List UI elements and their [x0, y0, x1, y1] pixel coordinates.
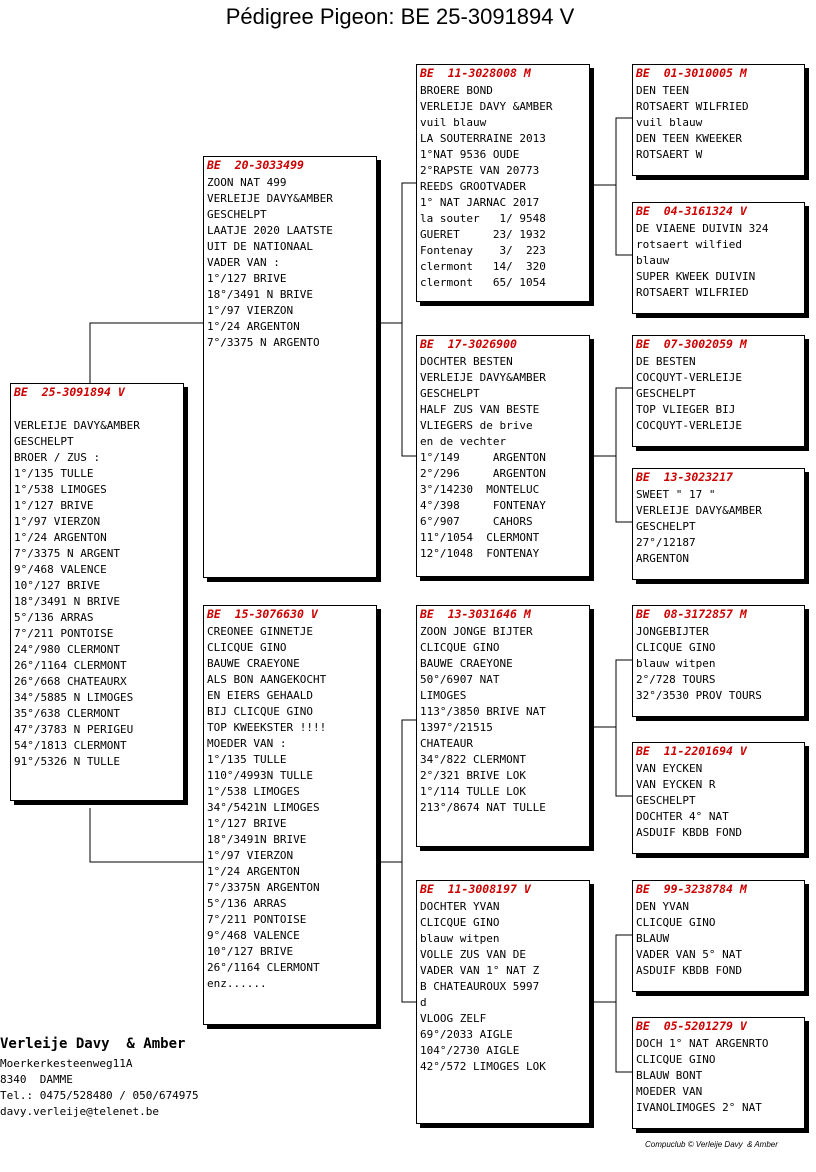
detail-line: blauw witpen — [420, 932, 500, 945]
detail-line: 27°/12187 — [636, 536, 696, 549]
detail-line: clermont 14/ 320 — [420, 260, 546, 273]
detail-line: 1°/127 BRIVE — [207, 272, 287, 285]
detail-line: 35°/638 CLERMONT — [14, 707, 120, 720]
pigeon-card-ss-sire — [632, 64, 805, 176]
detail-line: 69°/2033 AIGLE — [420, 1028, 513, 1041]
owner-block — [0, 1036, 199, 1120]
detail-line: ROTSAERT WILFRIED — [636, 286, 749, 299]
pigeon-details — [420, 83, 586, 291]
detail-line: CLICQUE GINO — [636, 1053, 716, 1066]
detail-line: 9°/468 VALENCE — [207, 929, 300, 942]
detail-line: 34°/822 CLERMONT — [420, 753, 526, 766]
detail-line: CLICQUE GINO — [420, 916, 500, 929]
detail-line: IVANOLIMOGES 2° NAT — [636, 1101, 762, 1114]
detail-line: LIMOGES — [420, 689, 467, 702]
detail-line: 1° NAT JARNAC 2017 — [420, 196, 540, 209]
owner-city: 8340 DAMME — [0, 1073, 73, 1086]
detail-line: ARGENTON — [636, 552, 689, 565]
detail-line: blauw witpen — [636, 657, 716, 670]
pigeon-details — [636, 487, 801, 567]
pigeon-details — [636, 761, 801, 841]
detail-line: VERLEIJE DAVY&AMBER — [636, 504, 762, 517]
pigeon-details — [636, 83, 801, 163]
detail-line: 1°/24 ARGENTON — [207, 320, 300, 333]
detail-line: 213°/8674 NAT TULLE — [420, 801, 546, 814]
detail-line: GESCHELPT — [14, 435, 74, 448]
pigeon-card-ds-dam — [632, 742, 805, 854]
pigeon-details — [420, 354, 586, 562]
detail-line: rotsaert wilfied — [636, 238, 742, 251]
detail-line: 1397°/21515 — [420, 721, 493, 734]
detail-line: HALF ZUS VAN BESTE — [420, 403, 540, 416]
owner-address: Moerkerkesteenweg11A — [0, 1057, 133, 1070]
detail-line: VADER VAN : — [207, 256, 280, 269]
detail-line: 1°/127 BRIVE — [14, 499, 94, 512]
detail-line: ASDUIF KBDB FOND — [636, 826, 742, 839]
detail-line: VADER VAN 5° NAT — [636, 948, 742, 961]
detail-line: GESCHELPT — [636, 794, 696, 807]
detail-line: d — [420, 996, 427, 1009]
detail-line: VLIEGERS de brive — [420, 419, 533, 432]
detail-line: 32°/3530 PROV TOURS — [636, 689, 762, 702]
pigeon-card-sire-dam — [416, 335, 590, 577]
detail-line: DOCHTER 4° NAT — [636, 810, 729, 823]
ring-number: BE 01-3010005 M — [636, 66, 747, 80]
detail-line: CHATEAUR — [420, 737, 473, 750]
detail-line: 26°/1164 CLERMONT — [14, 659, 127, 672]
detail-line: GESCHELPT — [636, 387, 696, 400]
ring-number: BE 99-3238784 M — [636, 882, 747, 896]
pigeon-details — [207, 624, 373, 992]
pigeon-details — [636, 624, 801, 704]
ring-number: BE 11-3008197 V — [420, 882, 531, 896]
detail-line: COCQUYT-VERLEIJE — [636, 419, 742, 432]
detail-line: GUERET 23/ 1932 — [420, 228, 546, 241]
detail-line: DEN YVAN — [636, 900, 689, 913]
detail-line: 4°/398 FONTENAY — [420, 499, 546, 512]
ring-number: BE 07-3002059 M — [636, 337, 747, 351]
detail-line: 24°/980 CLERMONT — [14, 643, 120, 656]
pigeon-card-sd-dam — [632, 468, 805, 580]
detail-line: 91°/5326 N TULLE — [14, 755, 120, 768]
detail-line: 5°/136 ARRAS — [207, 897, 287, 910]
detail-line: VOLLE ZUS VAN DE — [420, 948, 526, 961]
pigeon-details — [636, 1036, 801, 1116]
detail-line: VERLEIJE DAVY&AMBER — [14, 419, 140, 432]
detail-line: 18°/3491N BRIVE — [207, 833, 307, 846]
detail-line: UIT DE NATIONAAL — [207, 240, 313, 253]
detail-line: Fontenay 3/ 223 — [420, 244, 546, 257]
pigeon-card-dd-sire — [632, 880, 805, 992]
pigeon-details — [636, 354, 801, 434]
detail-line: 1°/538 LIMOGES — [207, 785, 300, 798]
owner-name: Verleije Davy & Amber — [0, 1036, 186, 1052]
detail-line: vuil blauw — [420, 116, 487, 129]
detail-line: ASDUIF KBDB FOND — [636, 964, 742, 977]
pigeon-details — [207, 175, 373, 351]
detail-line: 5°/136 ARRAS — [14, 611, 94, 624]
ring-number: BE 11-2201694 V — [636, 744, 747, 758]
detail-line: MOEDER VAN — [636, 1085, 703, 1098]
detail-line: VERLEIJE DAVY&AMBER — [420, 371, 546, 384]
detail-line: ALS BON AANGEKOCHT — [207, 673, 327, 686]
ring-number: BE 25-3091894 V — [14, 385, 125, 399]
pigeon-card-subject — [10, 383, 184, 801]
pigeon-details — [420, 899, 586, 1075]
pigeon-card-sire-sire — [416, 64, 590, 302]
detail-line: 11°/1054 CLERMONT — [420, 531, 540, 544]
detail-line: 34°/5885 N LIMOGES — [14, 691, 134, 704]
detail-line: VERLEIJE DAVY&AMBER — [207, 192, 333, 205]
detail-line: blauw — [636, 254, 670, 267]
detail-line: 1°/135 TULLE — [207, 753, 287, 766]
detail-line: 1°/135 TULLE — [14, 467, 94, 480]
detail-line: 2°/296 ARGENTON — [420, 467, 546, 480]
detail-line: GESCHELPT — [636, 520, 696, 533]
pigeon-card-ds-sire — [632, 605, 805, 717]
detail-line: 2°/728 TOURS — [636, 673, 716, 686]
pigeon-card-sd-sire — [632, 335, 805, 447]
detail-line: B CHATEAUROUX 5997 — [420, 980, 540, 993]
footer-credit: Compuclub © Verleije Davy & Amber — [645, 1140, 778, 1149]
detail-line: EN EIERS GEHAALD — [207, 689, 313, 702]
detail-line: VAN EYCKEN R — [636, 778, 716, 791]
detail-line: 18°/3491 N BRIVE — [14, 595, 120, 608]
detail-line: DE BESTEN — [636, 355, 696, 368]
pigeon-details — [636, 899, 801, 979]
detail-line: 7°/211 PONTOISE — [14, 627, 114, 640]
detail-line: la souter 1/ 9548 — [420, 212, 546, 225]
detail-line: DEN TEEN KWEEKER — [636, 132, 742, 145]
detail-line: DOCHTER BESTEN — [420, 355, 513, 368]
detail-line: CLICQUE GINO — [420, 641, 500, 654]
pigeon-card-dam — [203, 605, 377, 1025]
ring-number: BE 13-3031646 M — [420, 607, 531, 621]
detail-line: 47°/3783 N PERIGEU — [14, 723, 134, 736]
detail-line: 1°/127 BRIVE — [207, 817, 287, 830]
detail-line: COCQUYT-VERLEIJE — [636, 371, 742, 384]
detail-line: ROTSAERT W — [636, 148, 703, 161]
detail-line: VLOOG ZELF — [420, 1012, 487, 1025]
detail-line: ZOON JONGE BIJTER — [420, 625, 533, 638]
detail-line: ROTSAERT WILFRIED — [636, 100, 749, 113]
detail-line: VAN EYCKEN — [636, 762, 703, 775]
detail-line: 7°/211 PONTOISE — [207, 913, 307, 926]
detail-line: CLICQUE GINO — [207, 641, 287, 654]
detail-line: 3°/14230 MONTELUC — [420, 483, 540, 496]
detail-line: SWEET " 17 " — [636, 488, 716, 501]
detail-line: en de vechter — [420, 435, 507, 448]
ring-number: BE 08-3172857 M — [636, 607, 747, 621]
detail-line: BLAUW — [636, 932, 670, 945]
detail-line: clermont 65/ 1054 — [420, 276, 546, 289]
detail-line: BROER / ZUS : — [14, 451, 101, 464]
detail-line: BROERE BOND — [420, 84, 493, 97]
detail-line: 7°/3375 N ARGENT — [14, 547, 120, 560]
detail-line: CLICQUE GINO — [636, 641, 716, 654]
detail-line: 18°/3491 N BRIVE — [207, 288, 313, 301]
detail-line: DOCH 1° NAT ARGENRTO — [636, 1037, 769, 1050]
detail-line: LA SOUTERRAINE 2013 — [420, 132, 546, 145]
detail-line: 2°RAPSTE VAN 20773 — [420, 164, 540, 177]
ring-number: BE 17-3026900 — [420, 337, 517, 351]
detail-line: CREONEE GINNETJE — [207, 625, 313, 638]
detail-line: enz...... — [207, 977, 267, 990]
detail-line: 42°/572 LIMOGES LOK — [420, 1060, 546, 1073]
detail-line: DOCHTER YVAN — [420, 900, 500, 913]
page-title: Pédigree Pigeon: BE 25-3091894 V — [225, 4, 575, 29]
detail-line: ZOON NAT 499 — [207, 176, 287, 189]
pigeon-details — [636, 221, 801, 301]
detail-line: 1°/97 VIERZON — [207, 304, 294, 317]
detail-line: 1°/97 VIERZON — [207, 849, 294, 862]
detail-line: TOP KWEEKSTER !!!! — [207, 721, 327, 734]
pigeon-details — [14, 402, 180, 770]
detail-line: vuil blauw — [636, 116, 703, 129]
detail-line: JONGEBIJTER — [636, 625, 709, 638]
detail-line: 34°/5421N LIMOGES — [207, 801, 320, 814]
detail-line: 10°/127 BRIVE — [14, 579, 101, 592]
detail-line: 1°/114 TULLE LOK — [420, 785, 526, 798]
ring-number: BE 04-3161324 V — [636, 204, 747, 218]
detail-line: 26°/1164 CLERMONT — [207, 961, 320, 974]
detail-line: 26°/668 CHATEAURX — [14, 675, 127, 688]
detail-line: TOP VLIEGER BIJ — [636, 403, 736, 416]
detail-line: DEN TEEN — [636, 84, 689, 97]
detail-line: 7°/3375N ARGENTON — [207, 881, 320, 894]
pigeon-card-dam-sire — [416, 605, 590, 847]
detail-line: 54°/1813 CLERMONT — [14, 739, 127, 752]
detail-line: 50°/6907 NAT — [420, 673, 500, 686]
pigeon-details — [420, 624, 586, 816]
detail-line: VERLEIJE DAVY &AMBER — [420, 100, 553, 113]
pigeon-card-dam-dam — [416, 880, 590, 1124]
detail-line — [14, 402, 180, 418]
detail-line: GESCHELPT — [207, 208, 267, 221]
ring-number: BE 20-3033499 — [207, 158, 304, 172]
detail-line: MOEDER VAN : — [207, 737, 287, 750]
owner-email: davy.verleije@telenet.be — [0, 1105, 159, 1118]
detail-line: 1°/538 LIMOGES — [14, 483, 107, 496]
ring-number: BE 13-3023217 — [636, 470, 733, 484]
pigeon-card-dd-dam — [632, 1017, 805, 1129]
detail-line: VADER VAN 1° NAT Z — [420, 964, 540, 977]
detail-line: 1°/24 ARGENTON — [207, 865, 300, 878]
detail-line: BLAUW BONT — [636, 1069, 703, 1082]
pigeon-card-sire — [203, 156, 377, 578]
detail-line: 6°/907 CAHORS — [420, 515, 533, 528]
ring-number: BE 11-3028008 M — [420, 66, 531, 80]
detail-line: CLICQUE GINO — [636, 916, 716, 929]
detail-line: 104°/2730 AIGLE — [420, 1044, 520, 1057]
owner-phone: Tel.: 0475/528480 / 050/674975 — [0, 1089, 199, 1102]
detail-line: 1°/97 VIERZON — [14, 515, 101, 528]
ring-number: BE 05-5201279 V — [636, 1019, 747, 1033]
detail-line: 1°/149 ARGENTON — [420, 451, 546, 464]
detail-line: BAUWE CRAEYONE — [420, 657, 513, 670]
detail-line: 7°/3375 N ARGENTO — [207, 336, 320, 349]
detail-line: BIJ CLICQUE GINO — [207, 705, 313, 718]
detail-line: BAUWE CRAEYONE — [207, 657, 300, 670]
detail-line: 10°/127 BRIVE — [207, 945, 294, 958]
detail-line: LAATJE 2020 LAATSTE — [207, 224, 333, 237]
detail-line: REEDS GROOTVADER — [420, 180, 526, 193]
detail-line: 113°/3850 BRIVE NAT — [420, 705, 546, 718]
detail-line: DE VIAENE DUIVIN 324 — [636, 222, 769, 235]
detail-line: 2°/321 BRIVE LOK — [420, 769, 526, 782]
detail-line: 110°/4993N TULLE — [207, 769, 313, 782]
detail-line: 9°/468 VALENCE — [14, 563, 107, 576]
detail-line: 1°NAT 9536 OUDE — [420, 148, 520, 161]
detail-line: 12°/1048 FONTENAY — [420, 547, 540, 560]
detail-line: SUPER KWEEK DUIVIN — [636, 270, 756, 283]
pigeon-card-ss-dam — [632, 202, 805, 314]
ring-number: BE 15-3076630 V — [207, 607, 318, 621]
detail-line: 1°/24 ARGENTON — [14, 531, 107, 544]
detail-line: GESCHELPT — [420, 387, 480, 400]
